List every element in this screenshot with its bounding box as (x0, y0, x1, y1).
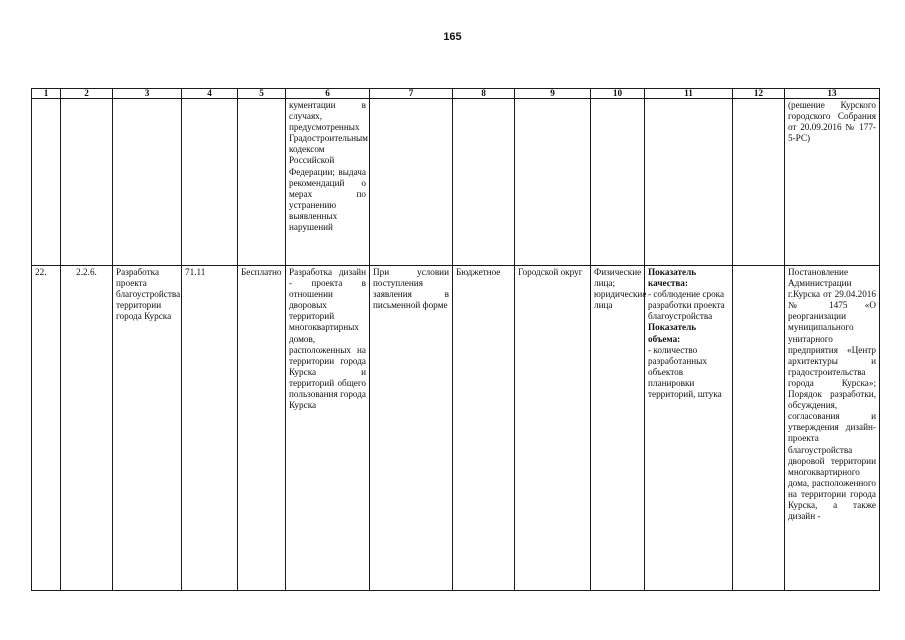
cell-okved-code: 71.11 (182, 266, 238, 591)
cell-indicators (645, 266, 733, 591)
header-col-11: 11 (645, 89, 733, 99)
cell-empty (591, 99, 645, 266)
header-col-12: 12 (733, 89, 785, 99)
cell-empty (32, 99, 61, 266)
cell-empty (515, 99, 591, 266)
cell-empty (733, 99, 785, 266)
cell-empty (645, 99, 733, 266)
header-col-1: 1 (32, 89, 61, 99)
header-col-7: 7 (370, 89, 453, 99)
header-col-2: 2 (61, 89, 113, 99)
table-row-22 (32, 266, 880, 591)
cell-institution-type: Бюджетное (453, 266, 515, 591)
cell-empty (182, 99, 238, 266)
table-row-continuation (32, 99, 880, 266)
header-col-9: 9 (515, 89, 591, 99)
table-header (32, 89, 880, 99)
cell-work-content: Разработка дизайн - проекта в отношении дворовых территорий многоквартирных домов, расположенных на территории города Курска и территорий общего пользования города Курска (286, 266, 370, 591)
cell-empty (370, 99, 453, 266)
cell-empty (61, 99, 113, 266)
header-col-5: 5 (238, 89, 286, 99)
cell-service-name: Разработка проекта благоустройства территории города Курска (113, 266, 182, 591)
cell-payment-type: Бесплатно (238, 266, 286, 591)
quality-indicator-text: - соблюдение срока разработки проекта благоустройства (648, 289, 725, 322)
header-row (32, 89, 880, 99)
cell-row-number: 22. (32, 266, 61, 591)
header-col-3: 3 (113, 89, 182, 99)
header-col-4: 4 (182, 89, 238, 99)
cell-legal-basis: Постановление Администрации г.Курска от 29.04.2016 № 1475 «О реорганизации муниципального унитарного предприятия «Центр архитектуры и градостроительства города Курска»; Порядок разработки, обсуждения, согласования и утверждения дизайн-проекта благоустройства дворовой территории многоквартирного дома, расположенного на территории города Курска, а также дизайн - (785, 266, 880, 591)
cell-conditions: При условии поступления заявления в письменной форме (370, 266, 453, 591)
cell-continuation-description: кументации в случаях, предусмотренных Градостроительным кодексом Российской Федерации; выдача рекомендаций о мерах по устранению выявленных нарушений (286, 99, 370, 266)
cell-empty (733, 266, 785, 591)
cell-empty (113, 99, 182, 266)
cell-empty (238, 99, 286, 266)
volume-indicator-label: Показатель объема: (648, 322, 697, 344)
header-col-8: 8 (453, 89, 515, 99)
cell-continuation-legal-basis: (решение Курского городского Собрания от 20.09.2016 № 177-5-РС) (785, 99, 880, 266)
header-col-6: 6 (286, 89, 370, 99)
header-col-10: 10 (591, 89, 645, 99)
header-col-13: 13 (785, 89, 880, 99)
cell-consumers: Физические лица; юридические лица (591, 266, 645, 591)
services-table (31, 88, 880, 591)
cell-territory: Городской округ (515, 266, 591, 591)
page-number: 165 (443, 31, 462, 43)
quality-indicator-label: Показатель качества: (648, 267, 697, 289)
volume-indicator-text: - количество разработанных объектов планировки территорий, штука (648, 344, 722, 400)
cell-service-code: 2.2.6. (61, 266, 113, 591)
cell-empty (453, 99, 515, 266)
